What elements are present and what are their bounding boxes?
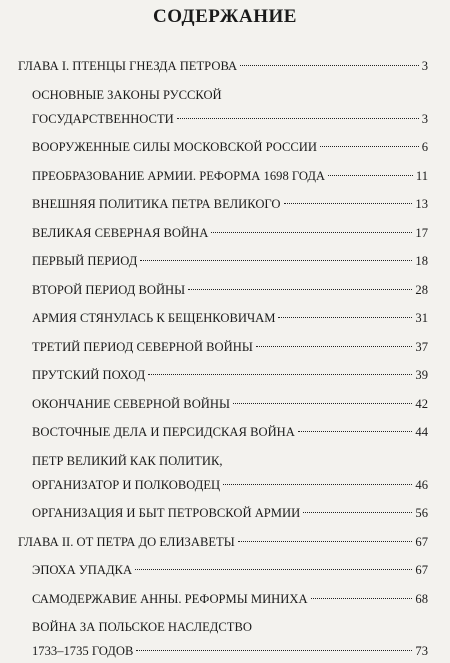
toc-section-entry	[32, 221, 428, 245]
toc-page-number: 17	[415, 225, 428, 240]
dot-leader	[240, 65, 419, 66]
dot-leader	[223, 484, 412, 485]
toc-page-number: 39	[415, 368, 428, 382]
toc-chapter-entry	[18, 54, 428, 78]
dot-leader	[311, 598, 413, 599]
toc-page-number: 42	[415, 396, 428, 411]
toc-page-number: 13	[415, 197, 428, 211]
toc-entry-title: ВЕЛИКАЯ СЕВЕРНАЯ ВОЙНА	[32, 225, 209, 240]
toc-section-entry	[32, 306, 428, 330]
toc-entry-title: ОКОНЧАНИЕ СЕВЕРНОЙ ВОЙНЫ	[32, 396, 230, 411]
toc-section-entry	[32, 335, 428, 359]
toc-entry-title: ОСНОВНЫЕ ЗАКОНЫ РУССКОЙ	[32, 87, 222, 102]
toc-section-entry	[32, 164, 428, 188]
toc-page-number: 18	[415, 254, 428, 268]
toc-page-number: 67	[415, 534, 428, 549]
dot-leader	[238, 541, 413, 542]
toc-section-entry	[32, 392, 428, 416]
toc-page-number: 46	[415, 477, 428, 492]
toc-entry-title: АРМИЯ СТЯНУЛАСЬ К БЕЩЕНКОВИЧАМ	[32, 311, 276, 325]
toc-section-entry	[32, 278, 428, 302]
toc-page-number: 6	[421, 140, 428, 154]
toc-entry-title: ПРУТСКИЙ ПОХОД	[32, 368, 146, 382]
toc-entry-title: САМОДЕРЖАВИЕ АННЫ. РЕФОРМЫ МИНИХА	[32, 591, 308, 606]
toc-page-number: 56	[415, 506, 428, 520]
toc-section-entry	[32, 83, 428, 131]
toc-entry-title: ГОСУДАРСТВЕННОСТИ	[32, 111, 174, 126]
dot-leader	[284, 203, 413, 204]
dot-leader	[177, 118, 419, 119]
dot-leader	[135, 569, 412, 570]
dot-leader	[278, 317, 412, 318]
toc-entry-title: 1733–1735 ГОДОВ	[32, 644, 134, 658]
toc-entry-title: ВОСТОЧНЫЕ ДЕЛА И ПЕРСИДСКАЯ ВОЙНА	[32, 425, 295, 439]
toc-page-number: 37	[415, 339, 428, 354]
toc-line	[32, 363, 428, 387]
toc-section-entry	[32, 192, 428, 216]
toc-section-entry	[32, 615, 428, 663]
dot-leader	[328, 175, 413, 176]
toc-section-entry	[32, 449, 428, 497]
dot-leader	[211, 232, 412, 233]
page-title: СОДЕРЖАНИЕ	[153, 6, 297, 27]
dot-leader	[303, 512, 412, 513]
toc-page-number: 11	[415, 168, 428, 183]
toc-section-entry	[32, 420, 428, 444]
toc-chapter-entry	[18, 530, 428, 554]
toc-entry-title: ГЛАВА II. ОТ ПЕТРА ДО ЕЛИЗАВЕТЫ	[18, 534, 235, 549]
toc-page-number: 31	[415, 311, 428, 325]
toc-section-entry	[32, 249, 428, 273]
toc-line	[32, 420, 428, 444]
toc-section-entry	[32, 587, 428, 611]
toc-line	[18, 530, 428, 554]
toc-line	[32, 306, 428, 330]
toc-entry-title: ОРГАНИЗАЦИЯ И БЫТ ПЕТРОВСКОЙ АРМИИ	[32, 506, 301, 520]
toc-section-entry	[32, 363, 428, 387]
toc-section-entry	[32, 501, 428, 525]
dot-leader	[320, 146, 419, 147]
toc-line	[32, 221, 428, 245]
toc-entry-title: ВНЕШНЯЯ ПОЛИТИКА ПЕТРА ВЕЛИКОГО	[32, 197, 281, 211]
toc-line	[32, 501, 428, 525]
toc-line	[32, 392, 428, 416]
toc-line	[32, 135, 428, 159]
toc-line	[32, 449, 428, 473]
toc-line	[32, 558, 428, 582]
toc-line	[32, 615, 428, 639]
toc-line	[32, 107, 428, 131]
toc-entry-title: ПЕТР ВЕЛИКИЙ КАК ПОЛИТИК,	[32, 453, 223, 468]
dot-leader	[136, 650, 412, 651]
toc-line	[32, 249, 428, 273]
dot-leader	[233, 403, 412, 404]
toc-page-number: 44	[415, 425, 428, 439]
toc-entry-title: ПЕРВЫЙ ПЕРИОД	[32, 254, 138, 268]
toc-line	[32, 83, 428, 107]
toc-line	[32, 335, 428, 359]
toc-section-entry	[32, 135, 428, 159]
dot-leader	[298, 431, 413, 432]
dot-leader	[256, 346, 413, 347]
dot-leader	[188, 289, 412, 290]
toc-page-number: 3	[421, 59, 428, 73]
toc-page-number: 67	[415, 563, 428, 577]
toc-line	[32, 192, 428, 216]
toc-line	[32, 164, 428, 188]
toc-page-number: 73	[415, 644, 428, 658]
toc-entry-title: ОРГАНИЗАТОР И ПОЛКОВОДЕЦ	[32, 477, 221, 492]
toc-entry-title: ЭПОХА УПАДКА	[32, 563, 133, 577]
toc-line	[32, 587, 428, 611]
toc-line	[32, 473, 428, 497]
toc-entry-title: ГЛАВА I. ПТЕНЦЫ ГНЕЗДА ПЕТРОВА	[18, 59, 238, 73]
toc-line	[18, 54, 428, 78]
dot-leader	[148, 374, 412, 375]
toc-page-number: 68	[415, 591, 428, 606]
toc-entry-title: ТРЕТИЙ ПЕРИОД СЕВЕРНОЙ ВОЙНЫ	[32, 339, 253, 354]
toc-page-number: 3	[421, 111, 428, 126]
toc-entry-title: ПРЕОБРАЗОВАНИЕ АРМИИ. РЕФОРМА 1698 ГОДА	[32, 168, 326, 183]
toc-entry-title: ВООРУЖЕННЫЕ СИЛЫ МОСКОВСКОЙ РОССИИ	[32, 140, 318, 154]
toc-entry-title: ВОЙНА ЗА ПОЛЬСКОЕ НАСЛЕДСТВО	[32, 620, 252, 634]
toc-line	[32, 639, 428, 663]
toc-section-entry	[32, 558, 428, 582]
dot-leader	[140, 260, 412, 261]
toc-page-number: 28	[415, 282, 428, 297]
toc-entry-title: ВТОРОЙ ПЕРИОД ВОЙНЫ	[32, 282, 186, 297]
toc-line	[32, 278, 428, 302]
